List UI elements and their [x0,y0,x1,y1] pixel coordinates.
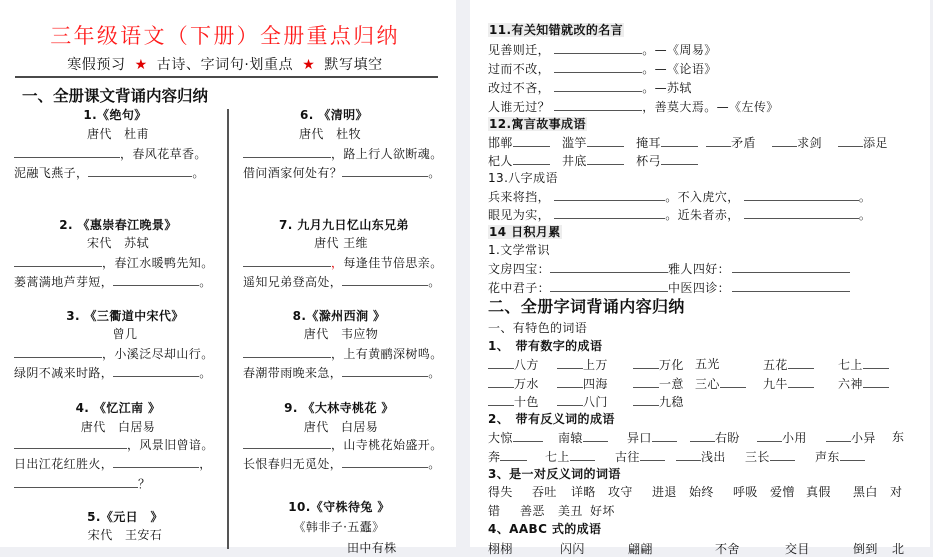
idiom-text: 小用 [782,431,807,445]
punctuation: 。 [858,208,872,222]
fill-blank[interactable] [243,345,331,358]
proverb-text: 。近朱者赤， [665,208,740,222]
poem-author: 《韩非子·五蠹》 [293,520,385,534]
word-pair: 吞吐 [532,485,557,499]
idiom-text: 万化 [659,358,684,372]
fill-blank[interactable] [633,356,659,369]
punctuation: ？ [138,477,151,491]
quote-source: ，善莫大焉。—《左传》 [642,100,779,114]
idiom-text: 杯弓 [636,154,661,168]
knowledge-label: 雅人四好： [668,262,731,276]
fill-blank[interactable] [633,393,659,406]
quote-row [488,79,692,96]
idiom-text: 八门 [583,395,608,409]
poem-text: 蒌蒿满地芦芽短， [14,275,114,289]
fill-blank[interactable] [88,164,192,177]
idiom-row [488,152,698,169]
poem-text: 长恨春归无觅处， [243,457,343,471]
proverb-text: 兵来将挡， [488,190,551,204]
fill-blank[interactable] [550,260,668,273]
subsection-heading-12 [488,116,587,132]
poem-author: 唐代 杜牧 [298,127,361,141]
fill-blank[interactable] [863,375,889,388]
idiom-text: 井底 [562,154,587,168]
poem-text: 每逢佳节倍思亲。 [343,256,443,270]
document-page-1 [0,0,456,555]
poem-text: 遥知兄弟登高处， [243,275,343,289]
poem-author: 宋代 王安石 [87,528,163,542]
subtitle-left: 寒假预习 [67,57,126,73]
poem-text: 日出江花红胜火， [14,457,114,471]
poem-author: 唐代 韦应物 [303,327,379,341]
subsection-label: 一、有特色的词语 [488,321,588,335]
idiom-text: 右盼 [715,431,740,445]
idiom-text: 五光 [695,357,720,371]
idiom-text: 栩栩 [488,542,513,556]
idiom-row [488,134,888,151]
word-pair: 始终 [689,485,714,499]
fill-blank[interactable] [243,436,331,449]
poem-line [14,475,150,492]
fill-blank[interactable] [342,273,428,286]
fill-blank[interactable] [14,345,102,358]
word-pair: 详略 [571,485,596,499]
fill-blank[interactable] [554,188,665,201]
proverb-row [488,206,871,223]
fill-blank[interactable] [557,393,583,406]
poem-title: 6. 《清明》 [300,108,368,122]
fill-blank[interactable] [243,145,331,158]
poem-line [243,436,443,453]
idiom-text: 邯郸 [488,136,513,150]
subtitle-right: 默写填空 [324,57,383,73]
fill-blank[interactable] [652,429,677,442]
quote-text: 见善则迁， [488,43,551,57]
document-subtitle [0,56,450,74]
poem-text: 绿阴不减来时路， [14,366,114,380]
fill-blank[interactable] [757,429,782,442]
fill-blank[interactable] [587,134,624,147]
fill-blank[interactable] [788,356,814,369]
fill-blank[interactable] [488,393,514,406]
quote-source: 。—《周易》 [642,43,717,57]
poem-author: 唐代 白居易 [303,420,379,434]
fill-blank[interactable] [14,145,120,158]
word-pair: 善恶 [520,504,545,518]
poem-title: 2. 《惠崇春江晚景》 [59,218,177,232]
idiom-text: 上万 [583,358,608,372]
poem-line [14,254,214,271]
punctuation: 。 [199,275,212,289]
fill-blank[interactable] [826,429,851,442]
word-pair: 进退 [652,485,677,499]
punctuation: 。 [858,190,872,204]
fill-blank[interactable] [690,429,715,442]
idiom-text: 交目 [785,542,810,556]
poem-line [14,345,214,362]
fill-blank[interactable] [661,134,698,147]
word-pair: 得失 [488,485,513,499]
star-icon: ★ [302,57,316,73]
idiom-text: 掩耳 [636,136,661,150]
word-pair: 美丑 [558,504,583,518]
idiom-text: 三长 [745,450,770,464]
subsection-heading-11 [488,22,624,38]
punctuation: 。 [428,275,441,289]
fill-blank[interactable] [513,152,550,165]
poem-text: ，路上行人欲断魂。 [331,147,443,161]
idiom-text: 求剑 [797,136,822,150]
quote-text: 过而不改， [488,62,551,76]
fill-blank[interactable] [732,260,850,273]
idiom-text: 七上 [545,450,570,464]
poem-line [243,345,443,362]
word-pair: 呼吸 [733,485,758,499]
poem-line [14,145,207,162]
idiom-text: 杞人 [488,154,513,168]
fill-blank[interactable] [554,41,642,54]
fill-blank[interactable] [706,134,731,147]
category-heading-antonym-idioms: 2、 带有反义词的成语 [488,412,615,426]
heading-text: 12.寓言故事成语 [489,117,586,131]
poem-line [243,455,441,472]
fill-blank[interactable] [583,429,608,442]
fill-blank[interactable] [554,98,642,111]
idiom-text: 大惊 [488,431,513,445]
punctuation: 。 [428,366,441,380]
knowledge-label: 文房四宝： [488,262,551,276]
category-heading-aabc: 4、AABC 式的成语 [488,522,602,536]
fill-blank[interactable] [342,364,428,377]
idiom-text: 六神 [838,377,863,391]
fill-blank[interactable] [500,448,527,461]
fill-blank[interactable] [661,152,698,165]
word-pair: 真假 [806,485,831,499]
subsection-label: 1.文学常识 [488,243,550,257]
poem-text: 借问酒家何处有？ [243,166,343,180]
poem-text: 春潮带雨晚来急， [243,366,343,380]
poem-line [243,164,441,181]
quote-text: 改过不吝， [488,81,551,95]
idiom-text: 翩翩 [628,542,653,556]
fill-blank[interactable] [720,375,746,388]
fill-blank[interactable] [840,448,865,461]
idiom-text: 九牛 [763,377,788,391]
poem-title: 3. 《三衢道中宋代》 [66,309,184,323]
fill-blank[interactable] [342,164,428,177]
poem-text: ，春风花草香。 [120,147,207,161]
knowledge-label: 中医四诊： [668,281,731,295]
fill-blank[interactable] [554,79,642,92]
section-heading-1: 一、全册课文背诵内容归纳 [22,87,209,105]
poem-line [14,364,212,381]
idiom-text: 矛盾 [731,136,756,150]
quote-source: 。—《论语》 [642,62,717,76]
poem-title: 5.《元日 》 [87,510,163,524]
word-pair: 攻守 [608,485,633,499]
punctuation: 。 [428,457,441,471]
punctuation: ， [331,256,344,270]
heading-text: 11.有关知错就改的名言 [489,23,624,37]
punctuation: ， [199,457,212,471]
idiom-text: 倒到 [853,542,878,556]
fill-blank[interactable] [554,206,665,219]
poem-text: ，风景旧曾谙。 [127,438,214,452]
fill-blank[interactable] [770,448,795,461]
knowledge-row [488,279,850,296]
fill-blank[interactable] [554,60,642,73]
quote-row [488,98,779,115]
fill-blank[interactable] [838,134,863,147]
idiom-text: 南辕 [558,431,583,445]
poem-title: 7. 九月九日忆山东兄弟 [279,218,409,232]
word-pair: 爱憎 [770,485,795,499]
proverb-text: 。不入虎穴， [665,190,740,204]
proverb-text: 眼见为实， [488,208,551,222]
word-pair: 黑白 [853,485,878,499]
idiom-text: 小异 [851,431,876,445]
fill-blank[interactable] [570,448,595,461]
proverb-row [488,188,871,205]
idiom-text: 不舍 [715,542,740,556]
poem-author: 唐代 白居易 [80,420,156,434]
fill-blank[interactable] [744,188,859,201]
idiom-text: 四海 [583,377,608,391]
quote-row [488,41,717,58]
idiom-text: 滥竽 [562,136,587,150]
poem-line [243,273,441,290]
poem-text: ，春江水暖鸭先知。 [102,256,214,270]
idiom-text: 五花 [763,358,788,372]
heading-text: 14 日积月累 [489,225,561,239]
poem-title: 1.《绝句》 [83,108,147,122]
poem-line [14,436,214,453]
idiom-text: 异口 [627,431,652,445]
poem-line [14,455,212,472]
fill-blank[interactable] [676,448,701,461]
poem-text: ，上有黄鹂深树鸣。 [331,347,443,361]
fill-blank[interactable] [732,279,850,292]
idiom-text: 声东 [815,450,840,464]
poem-line [243,145,443,162]
quote-text: 人谁无过？ [488,100,551,114]
idiom-text: 添足 [863,136,888,150]
knowledge-label: 花中君子： [488,281,551,295]
fill-blank[interactable] [513,429,543,442]
idiom-text: 八方 [514,358,539,372]
fill-blank[interactable] [557,356,583,369]
poem-text: ，山寺桃花始盛开。 [331,438,443,452]
poem-title: 4. 《忆江南 》 [75,401,161,415]
fill-blank[interactable] [744,206,859,219]
category-heading-antonym-pairs: 3、是一对反义词的词语 [488,467,621,481]
fill-blank[interactable] [243,254,331,267]
poem-text: ，小溪泛尽却山行。 [102,347,214,361]
poem-author: 唐代 王维 [314,236,368,250]
word-pair: 对 [890,485,903,499]
fill-blank[interactable] [113,364,199,377]
fill-blank[interactable] [557,375,583,388]
subsection-heading-13: 13.八字成语 [488,171,558,185]
fill-blank[interactable] [640,448,665,461]
poem-line [243,254,443,271]
fill-blank[interactable] [513,134,550,147]
fill-blank[interactable] [113,273,199,286]
subsection-heading-14 [488,224,562,240]
poem-line [14,164,205,181]
fill-blank[interactable] [550,279,668,292]
poem-title: 10.《守株待兔 》 [288,500,390,514]
word-pair: 好坏 [590,504,615,518]
fill-blank[interactable] [342,455,428,468]
poem-line [243,364,441,381]
punctuation: 。 [199,366,212,380]
document-title: 三年级语文（下册）全册重点归纳 [50,24,400,48]
poem-title: 9. 《大林寺桃花 》 [284,401,394,415]
idiom-text: 十色 [514,395,539,409]
fill-blank[interactable] [113,455,199,468]
idiom-text: 万水 [514,377,539,391]
fill-blank[interactable] [14,436,127,449]
header-divider [15,76,438,78]
star-icon: ★ [134,57,148,73]
idiom-text: 一意 [659,377,684,391]
idiom-text: 古往 [615,450,640,464]
idiom-text: 九稳 [659,395,684,409]
document-page-2 [470,0,930,556]
category-heading-numbers: 1、 带有数字的成语 [488,339,603,353]
idiom-text: 三心 [695,377,720,391]
poem-line [14,273,212,290]
quote-row [488,60,717,77]
fill-blank[interactable] [788,375,814,388]
poem-author: 宋代 苏轼 [86,236,149,250]
word-pair: 错 [488,504,501,518]
poem-line: 田中有株 [347,541,397,555]
idiom-text: 东 [892,430,905,444]
poem-title: 8.《滁州西涧 》 [292,309,386,323]
fill-blank[interactable] [587,152,624,165]
fill-blank[interactable] [633,375,659,388]
idiom-text: 浅出 [701,450,726,464]
punctuation: 。 [192,166,205,180]
poem-author: 唐代 杜甫 [86,127,149,141]
poem-text: 泥融飞燕子， [14,166,89,180]
fill-blank[interactable] [488,356,514,369]
fill-blank[interactable] [14,254,102,267]
section-heading-2: 二、全册字词背诵内容归纳 [488,297,685,316]
idiom-text: 奔 [488,450,501,464]
subtitle-middle: 古诗、字词句·划重点 [156,57,294,73]
quote-source: 。—苏轼 [642,81,692,95]
idiom-text: 闪闪 [560,542,585,556]
fill-blank[interactable] [863,356,889,369]
fill-blank[interactable] [772,134,797,147]
punctuation: 。 [428,166,441,180]
fill-blank[interactable] [488,375,514,388]
poem-author: 曾几 [112,327,138,341]
idiom-text: 北 [892,542,905,556]
fill-blank[interactable] [14,475,138,488]
knowledge-row [488,260,850,277]
idiom-text: 七上 [838,358,863,372]
